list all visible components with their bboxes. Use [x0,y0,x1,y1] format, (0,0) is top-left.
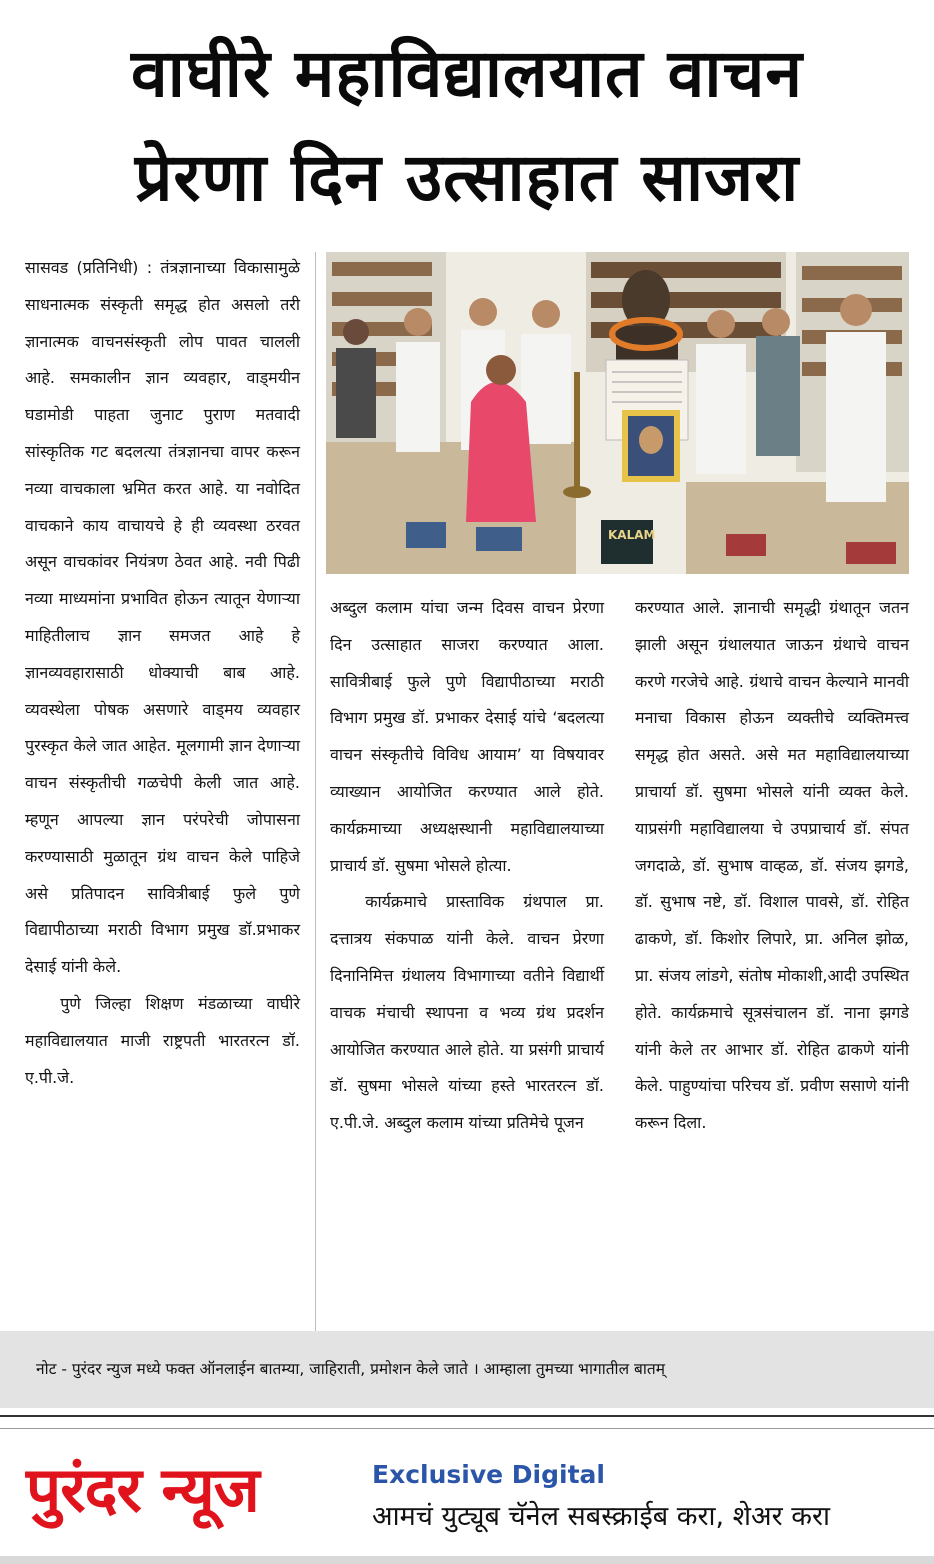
column-divider [315,252,316,1332]
article-paragraph: पुणे जिल्हा शिक्षण मंडळाच्या वाघीरे महाविद्यालयात माजी राष्ट्रपती भारतरत्न डॉ. ए.पी.जे. [25,993,300,1087]
footer-divider [0,1428,934,1429]
headline-line-1: वाघीरे महाविद्यालयात वाचन [131,35,803,112]
note-text: नोट - पुरंदर न्युज मध्ये फक्त ऑनलाईन बातम्या, जाहिराती, प्रमोशन केले जाते । आम्हाला तुमच्या भागातील बातम् [36,1360,665,1378]
article-paragraph: करण्यात आले. ज्ञानाची समृद्धी ग्रंथातून जतन झाली असून ग्रंथालयात जाऊन ग्रंथाचे वाचन करणे गरजेचे आहे. ग्रंथाचे वाचन केल्याने मानवी मनाचा विकास होऊन व्यक्तीचे व्यक्तिमत्त्व समृद्ध होत असते. असे मत महाविद्यालयाच्या प्राचार्या डॉ. सुषमा भोसले यांनी व्यक्त केले. याप्रसंगी महाविद्यालया चे उपप्राचार्य डॉ. संपत जगदाळे, डॉ. सुभाष वाव्हळ, डॉ. संजय झगडे, डॉ. सुभाष नष्टे, डॉ. विशाल पावसे, डॉ. रोहित ढाकणे, डॉ. किशोर लिपारे, प्रा. अनिल झोळ, प्रा. संजय लांडगे, संतोष मोकाशी,आदी उपस्थित होते. कार्यक्रमाचे सूत्रसंचालन डॉ. नाना झगडे यांनी केले तर आभार डॉ. रोहित ढाकणे यांनी केले. पाहुण्यांचा परिचय डॉ. प्रवीण ससाणे यांनी करून दिला. [635,598,909,1133]
article-paragraph: अब्दुल कलाम यांचा जन्म दिवस वाचन प्रेरणा दिन उत्साहात साजरा करण्यात आला. सावित्रीबाई फुले पुणे विद्यापीठाच्या मराठी विभाग प्रमुख डॉ. प्रभाकर देसाई यांचे ‘बदलत्या वाचन संस्कृतीचे विविध आयाम’ या विषयावर व्याख्यान आयोजित करण्यात आले होते. कार्यक्रमाच्या अध्यक्षस्थानी महाविद्यालयाच्या प्राचार्य डॉ. सुषमा भोसले होत्या. [330,598,604,875]
brand-tagline: Exclusive Digital [372,1460,605,1489]
headline [0,22,934,230]
brand-logo: पुरंदर न्यूज [26,1453,259,1526]
article-paragraph: कार्यक्रमाचे प्रास्ताविक ग्रंथपाल प्रा. दत्तात्रय संकपाळ यांनी केले. वाचन प्रेरणा दिनानिमित्त ग्रंथालय विभागाच्या वतीने विद्यार्थी वाचक मंचाची स्थापना व भव्य ग्रंथ प्रदर्शन आयोजित करण्यात आले होते. या प्रसंगी प्राचार्य डॉ. सुषमा भोसले यांच्या हस्ते भारतरत्न डॉ. ए.पी.जे. अब्दुल कलाम यांच्या प्रतिमेचे पूजन [330,892,604,1133]
article-column-2 [330,590,604,1142]
article-paragraph: सासवड (प्रतिनिधी) : तंत्रज्ञानाच्या विकासामुळे साधनात्मक संस्कृती समृद्ध होत असलो तरी ज्ञानात्मक वाचनसंस्कृती लोप पावत चालली आहे. समकालीन ज्ञान व्यवहार, वाड्मयीन घडामोडी पाहता जुनाट पुराण मतवादी सांस्कृतिक गट बदलत्या तंत्रज्ञानचा वापर करून नव्या वाचकाला भ्रमित करत आहे. या नवोदित वाचकाने काय वाचायचे हे ही व्यवस्था ठरवत असून वाचकांवर नियंत्रण ठेवत आहे. नवी पिढी नव्या माध्यमांना प्रभावित होऊन त्यातून येणाऱ्या माहितीलाच ज्ञान समजत आहे हे ज्ञानव्यवहारासाठी धोक्याची बाब आहे. व्यवस्थेला पोषक असणारे वाड्मय व्यवहार पुरस्कृत केले जात आहेत. मूलगामी ज्ञान देणाऱ्या वाचन संस्कृतीची गळचेपी केली जात आहे. म्हणून आपल्या ज्ञान परंपरेची जोपासना करण्यासाठी मुळातून ग्रंथ वाचन केले पाहिजे असे प्रतिपादन सावित्रीबाई फुले पुणे विद्यापीठाच्या मराठी विभाग प्रमुख डॉ.प्रभाकर देसाई यांनी केले. [25,258,300,977]
article-column-3 [635,590,909,1142]
bottom-stripe [0,1556,934,1564]
poster-text: KALAM [608,528,656,542]
article-column-1 [25,250,300,1096]
footer-divider [0,1415,934,1417]
event-photo-illustration [326,252,909,574]
subscribe-text: आमचं युट्यूब चॅनेल सबस्क्राईब करा, शेअर करा [372,1501,831,1532]
headline-line-2: प्रेरणा दिन उत्साहात साजरा [134,139,800,216]
event-photo [326,252,909,574]
